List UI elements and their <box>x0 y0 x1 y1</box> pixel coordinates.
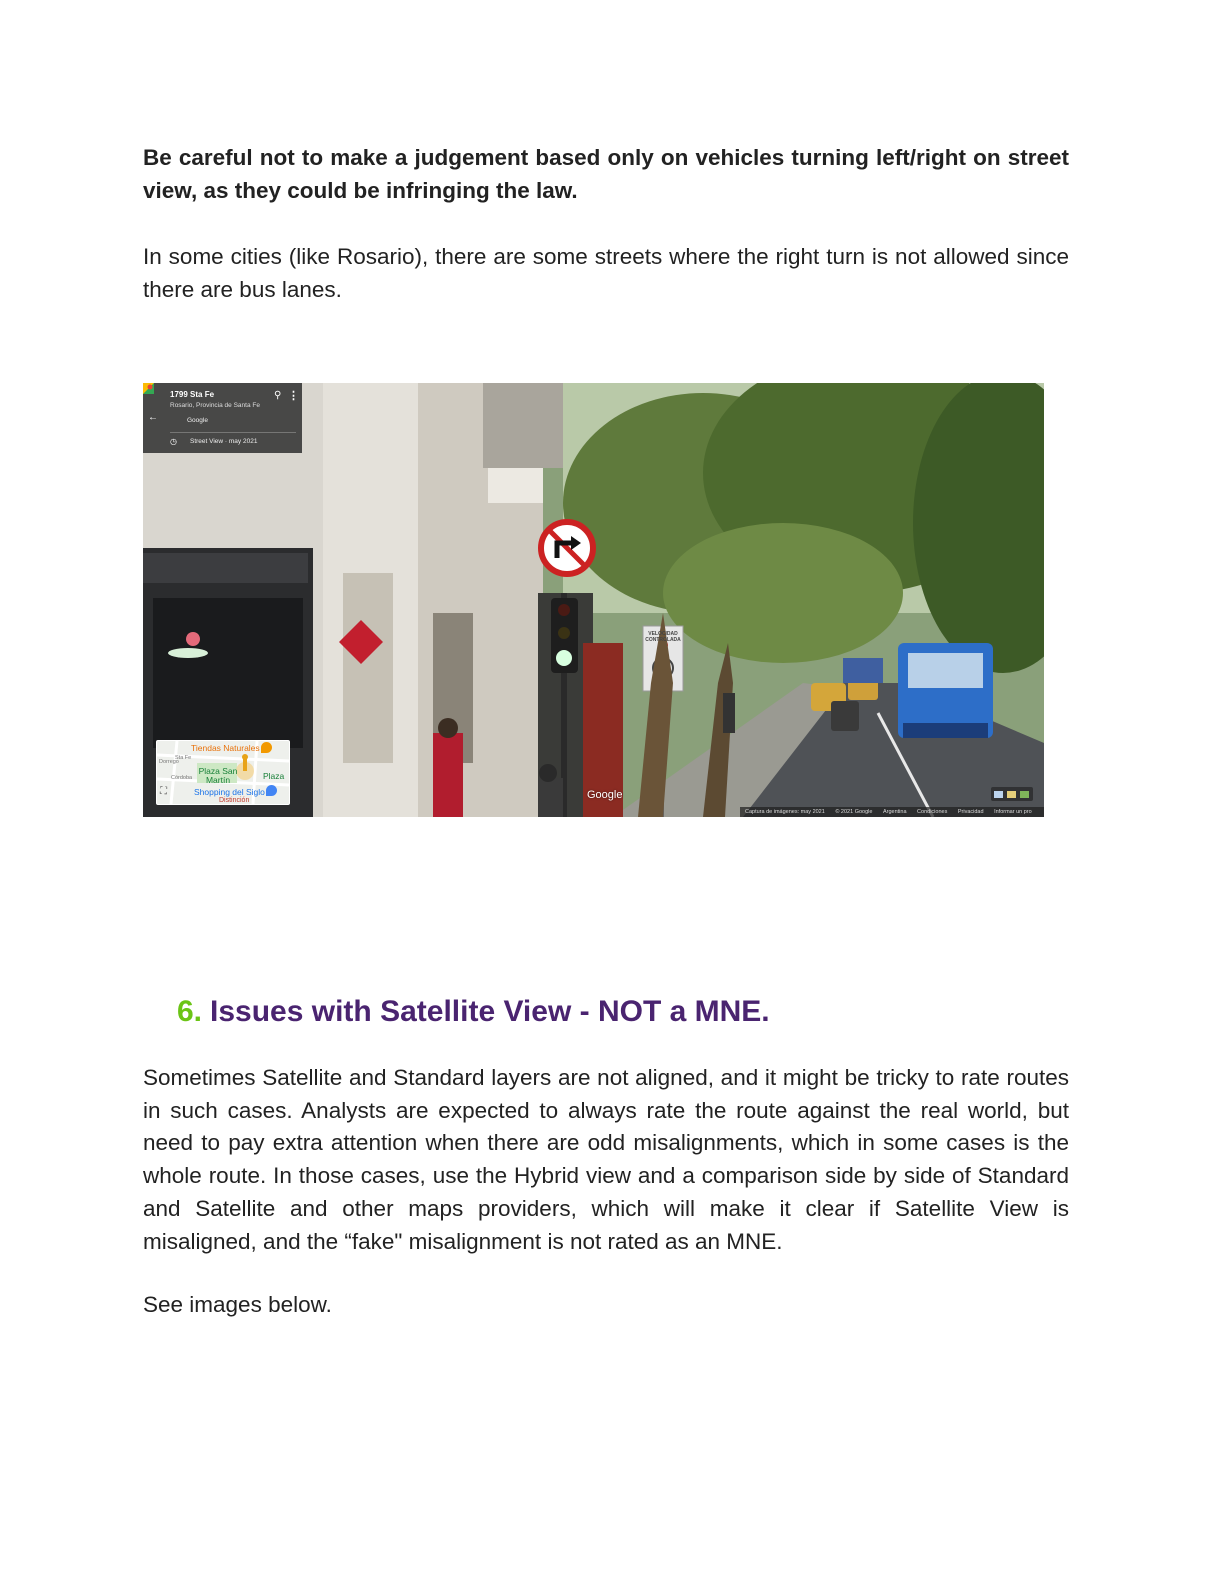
street-view-footer <box>740 807 1044 817</box>
street-view-locality: Rosario, Provincia de Santa Fe <box>170 402 260 409</box>
minimap-poi-plaza-san-martin: Plaza San Martín <box>198 766 238 785</box>
footer-country[interactable]: Argentina <box>882 809 907 815</box>
minimap-poi-distincion: Distinción <box>219 797 250 804</box>
more-options-icon[interactable]: ⋮ <box>288 390 299 402</box>
speed-sign-text: VELOCIDAD CONTROLADA <box>645 631 681 643</box>
layer-thumb-2 <box>1007 791 1016 798</box>
minimap-poi-tiendas: Tiendas Naturales <box>191 743 260 753</box>
section-number: 6. <box>177 995 203 1028</box>
warning-paragraph: Be careful not to make a judgement based only on vehicles turning left/right on street view, as they could be infringing the law. <box>143 145 1069 203</box>
footer-report-link[interactable]: Informar un pro <box>994 809 1032 815</box>
layers-control[interactable] <box>991 787 1033 801</box>
section-title: Issues with Satellite View - NOT a MNE. <box>210 995 770 1028</box>
minimap-street-stafe: Sta Fe <box>175 755 192 761</box>
restaurant-icon <box>261 742 272 753</box>
google-watermark: Google <box>587 789 623 801</box>
minimap-poi-plaza: Plaza <box>263 771 285 781</box>
panel-divider <box>170 432 296 433</box>
street-view-info-panel <box>143 383 302 453</box>
layer-thumb-3 <box>1020 791 1029 798</box>
clock-icon[interactable]: ◷ <box>170 437 177 446</box>
satellite-paragraph: Sometimes Satellite and Standard layers are not aligned, and it might be tricky to rate routes in such cases. Analysts are expected to always rate the route against the real world, but need to pay extra attention when there are odd misalignments, which in some cases is the whole route. In those cases, use the Hybrid view and a comparison side by side of Standard and Satellite and other maps providers, which will make it clear if Satellite View is misaligned, and the “fake" misalignment is not rated as an MNE. <box>143 1065 1069 1254</box>
street-view-screenshot <box>143 383 1044 817</box>
expand-icon[interactable]: ⛶ <box>160 786 167 797</box>
location-pin-icon[interactable]: ⚲ <box>274 390 282 401</box>
footer-copyright: © 2021 Google <box>835 809 873 815</box>
minimap[interactable] <box>156 740 290 805</box>
layer-thumb-1 <box>994 791 1003 798</box>
footer-capture-date: Captura de imágenes: may 2021 <box>745 809 825 815</box>
footer-privacy-link[interactable]: Privacidad <box>957 809 984 815</box>
section-heading <box>177 992 770 1032</box>
google-maps-icon <box>143 383 154 394</box>
rosario-paragraph: In some cities (like Rosario), there are some streets where the right turn is not allowed since there are bus lanes. <box>143 244 1069 302</box>
street-view-address: 1799 Sta Fe <box>170 390 215 399</box>
street-view-date: Street View · may 2021 <box>190 438 258 445</box>
minimap-poi-shopping: Shopping del Siglo <box>194 787 265 797</box>
footer-terms-link[interactable]: Condiciones <box>917 809 948 815</box>
see-images-paragraph: See images below. <box>143 1292 332 1317</box>
minimap-street-cordoba: Córdoba <box>171 775 193 781</box>
back-arrow-icon[interactable]: ← <box>148 412 158 423</box>
minimap-street-dorrego: Dorrego <box>159 759 179 765</box>
street-view-provider: Google <box>187 417 208 424</box>
shopping-icon <box>266 785 277 796</box>
